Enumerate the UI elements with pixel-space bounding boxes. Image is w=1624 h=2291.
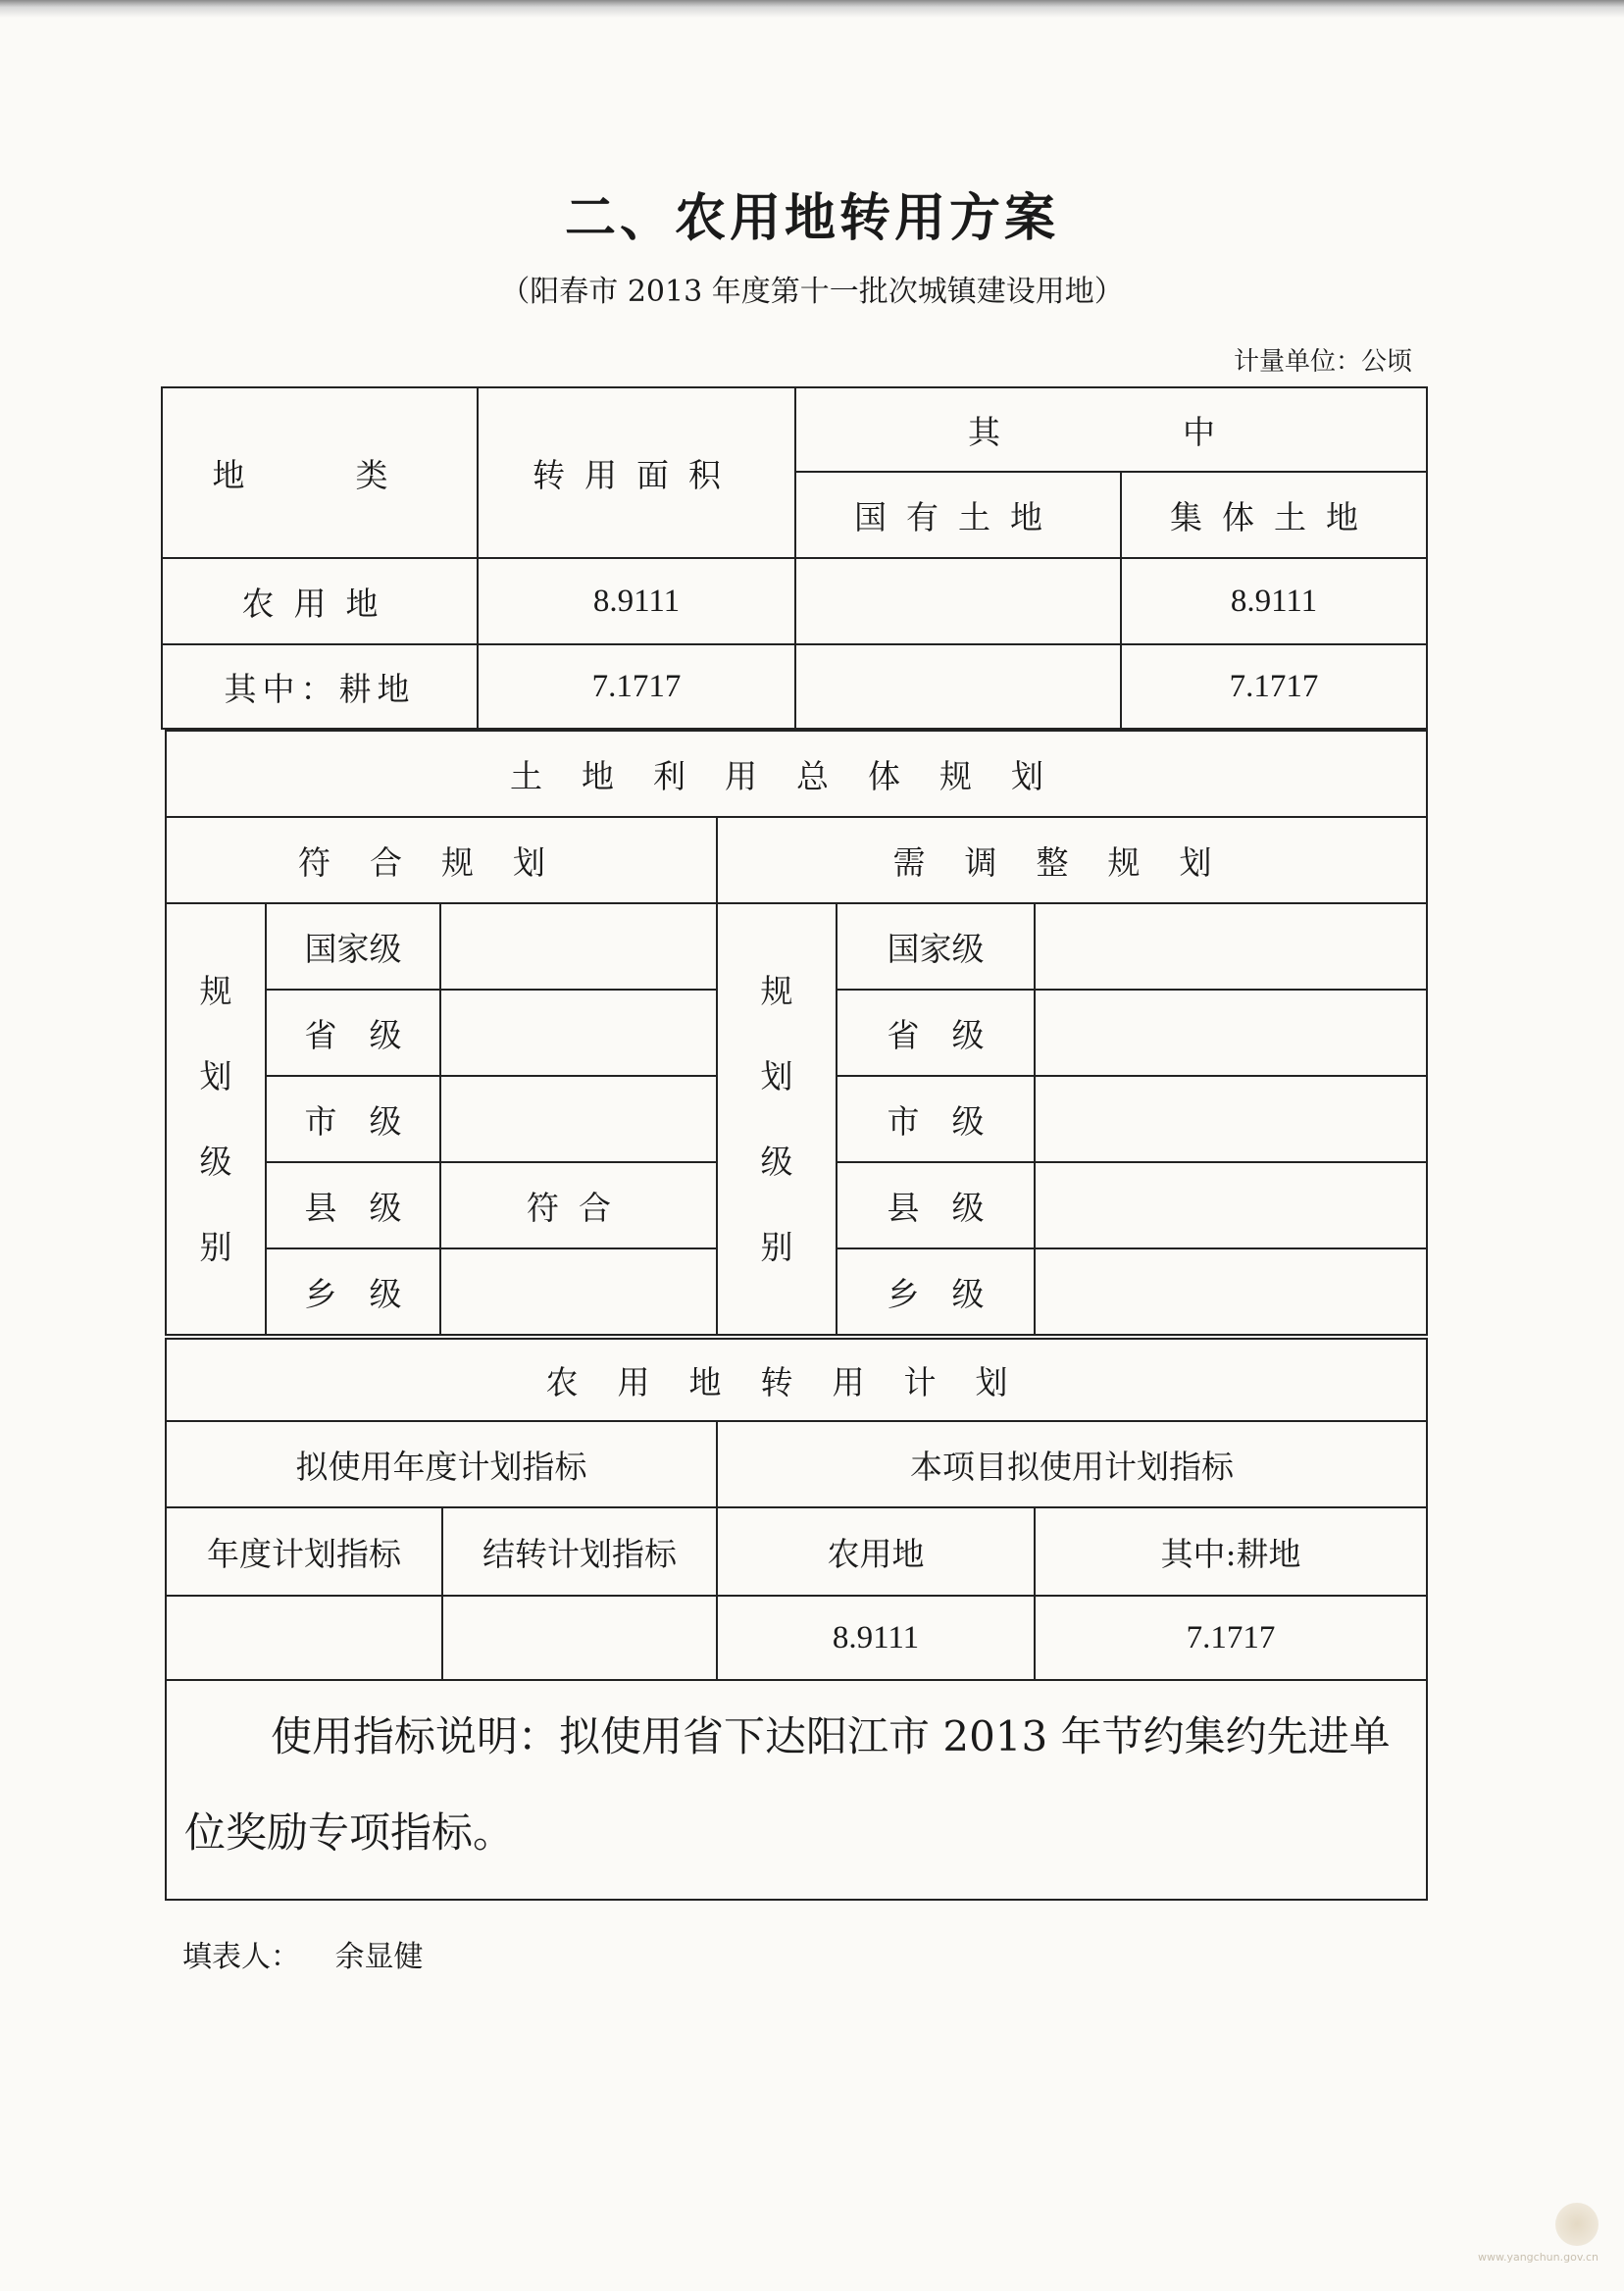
header-annual-quota: 年度计划指标: [166, 1507, 442, 1596]
header-converted-area: 转用面积: [478, 387, 795, 558]
plan-level-label-right: 规 划 级 别: [717, 903, 837, 1335]
row-label-cultivated-land: 其中：耕地: [162, 644, 478, 729]
level-city-right: 市 级: [837, 1076, 1035, 1162]
level-township-right: 乡 级: [837, 1248, 1035, 1335]
page-subtitle: （阳春市 2013 年度第十一批次城镇建设用地）: [500, 275, 1124, 309]
table-row: [162, 558, 1427, 644]
header-land-type: 地 类: [162, 387, 478, 558]
header-state-owned-land: 国有土地: [795, 472, 1121, 558]
measurement-unit: 计量单位：公顷: [1233, 347, 1412, 377]
site-watermark: [1442, 2203, 1599, 2271]
value-county-left: 符合: [440, 1162, 717, 1248]
table-row: [162, 644, 1427, 729]
watermark-logo-icon: [1555, 2203, 1599, 2246]
cell-agricultural-quota: 8.9111: [717, 1596, 1035, 1680]
cell-annual-quota: [166, 1596, 442, 1680]
level-county-right: 县 级: [837, 1162, 1035, 1248]
value-provincial-left: [440, 990, 717, 1076]
form-filler: [182, 1932, 449, 1975]
filler-name: 余显健: [334, 1940, 424, 1974]
plan-level-label-left: 规 划 级 别: [166, 903, 266, 1335]
filler-label: 填表人：: [182, 1940, 300, 1974]
cell-area-cultivated: 7.1717: [478, 644, 795, 729]
level-national-right: 国家级: [837, 903, 1035, 990]
master-plan-table: [165, 730, 1428, 1336]
header-carryover-quota: 结转计划指标: [442, 1507, 717, 1596]
value-national-right: [1035, 903, 1427, 990]
level-township-left: 乡 级: [266, 1248, 440, 1335]
header-project-plan-quota: 本项目拟使用计划指标: [717, 1421, 1427, 1507]
value-national-left: [440, 903, 717, 990]
section-title-conversion-plan: 农用地转用计划: [166, 1339, 1427, 1421]
scan-top-edge: [0, 0, 1624, 18]
value-provincial-right: [1035, 990, 1427, 1076]
header-of-which: 其 中: [795, 387, 1427, 472]
section-title-master-plan: 土地利用总体规划: [166, 731, 1427, 817]
cell-collective-agricultural: 8.9111: [1121, 558, 1427, 644]
conversion-plan-table: [165, 1338, 1428, 1901]
value-county-right: [1035, 1162, 1427, 1248]
level-county-left: 县 级: [266, 1162, 440, 1248]
quota-usage-note: 使用指标说明：拟使用省下达阳江市 2013 年节约集约先进单位奖励专项指标。: [166, 1680, 1427, 1900]
cell-state-cultivated: [795, 644, 1121, 729]
level-national-left: 国家级: [266, 903, 440, 990]
cell-carryover-quota: [442, 1596, 717, 1680]
watermark-url: www.yangchun.gov.cn: [1477, 2251, 1599, 2264]
value-city-right: [1035, 1076, 1427, 1162]
level-provincial-right: 省 级: [837, 990, 1035, 1076]
header-collective-land: 集体土地: [1121, 472, 1427, 558]
cell-cultivated-quota: 7.1717: [1035, 1596, 1427, 1680]
cell-area-agricultural: 8.9111: [478, 558, 795, 644]
value-township-left: [440, 1248, 717, 1335]
cell-state-agricultural: [795, 558, 1121, 644]
value-township-right: [1035, 1248, 1427, 1335]
value-city-left: [440, 1076, 717, 1162]
page-title: 二、农用地转用方案: [564, 189, 1059, 248]
header-compliant-plan: 符合规划: [166, 817, 717, 903]
header-cultivated-land: 其中:耕地: [1035, 1507, 1427, 1596]
table-row: [166, 1596, 1427, 1680]
cell-collective-cultivated: 7.1717: [1121, 644, 1427, 729]
conversion-area-table: [161, 386, 1428, 730]
header-agricultural-land: 农用地: [717, 1507, 1035, 1596]
header-annual-plan-quota: 拟使用年度计划指标: [166, 1421, 717, 1507]
header-needs-adjustment: 需调整规划: [717, 817, 1427, 903]
row-label-agricultural-land: 农用地: [162, 558, 478, 644]
level-city-left: 市 级: [266, 1076, 440, 1162]
level-provincial-left: 省 级: [266, 990, 440, 1076]
